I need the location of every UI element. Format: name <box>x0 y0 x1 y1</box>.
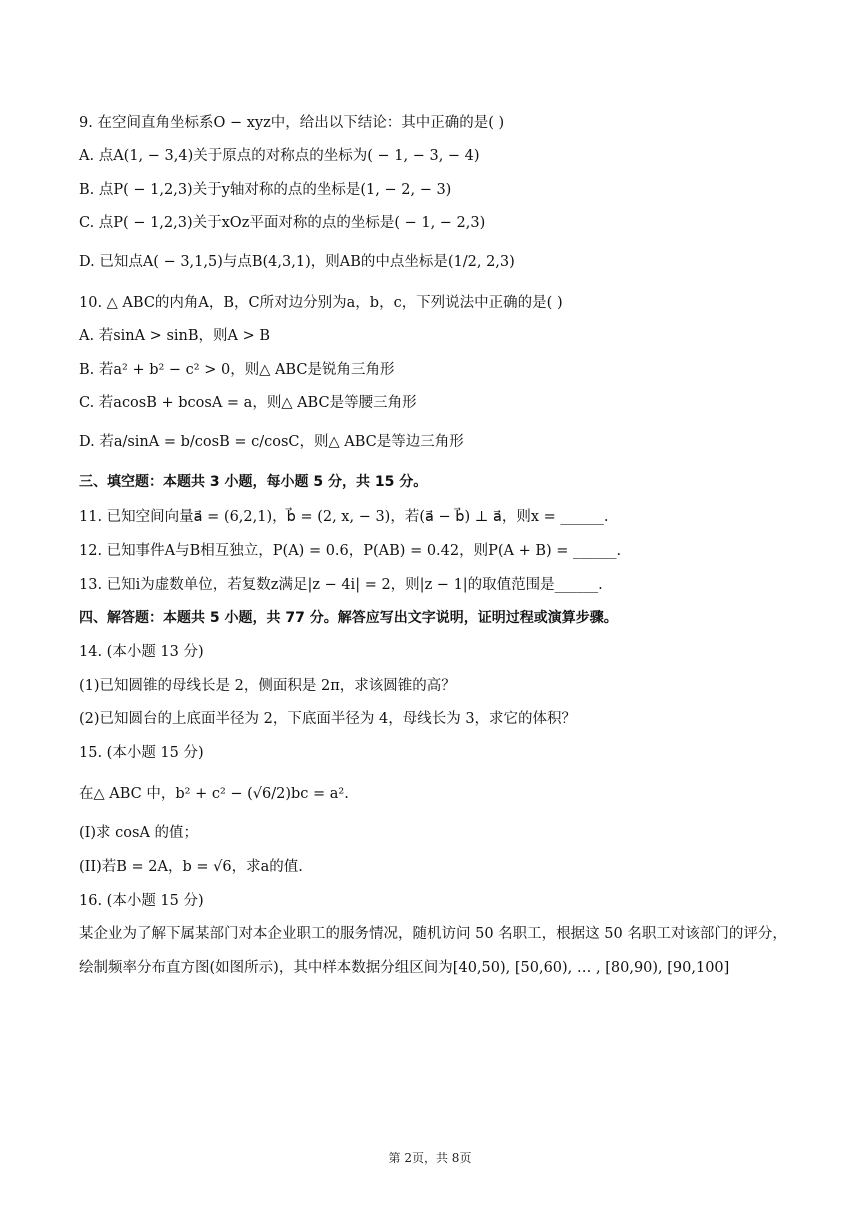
q9-option-b: B. 点P( − 1,2,3)关于y轴对称的点的坐标是(1, − 2, − 3) <box>79 182 452 198</box>
question-9-stem: 9. 在空间直角坐标系O − xyz中，给出以下结论：其中正确的是( ) <box>79 115 505 131</box>
q10-option-b: B. 若a² + b² − c² > 0，则△ ABC是锐角三角形 <box>79 362 395 378</box>
q10-option-c: C. 若acosB + bcosA = a，则△ ABC是等腰三角形 <box>79 395 417 411</box>
page-footer: 第 2页，共 8页 <box>388 1151 472 1165</box>
q15-part-2: (II)若B = 2A，b = √6，求a的值. <box>79 859 303 875</box>
question-14-header: 14. (本小题 13 分) <box>79 644 204 660</box>
question-15-header: 15. (本小题 15 分) <box>79 745 204 761</box>
q9-option-a: A. 点A(1, − 3,4)关于原点的对称点的坐标为( − 1, − 3, − 4) <box>79 148 480 164</box>
q14-part-2: (2)已知圆台的上底面半径为 2，下底面半径为 4，母线长为 3，求它的体积？ <box>79 711 577 727</box>
q10-option-d: D. 若a/sinA = b/cosB = c/cosC，则△ ABC是等边三角形 <box>79 434 464 450</box>
q9-option-c: C. 点P( − 1,2,3)关于xOz平面对称的点的坐标是( − 1, − 2,3) <box>79 215 486 231</box>
section-fill-in-heading: 三、填空题：本题共 3 小题，每小题 5 分，共 15 分。 <box>79 474 428 490</box>
question-12: 12. 已知事件A与B相互独立，P(A) = 0.6，P(AB) = 0.42，则P(A + B) = ______. <box>79 543 622 559</box>
q9-option-d: D. 已知点A( − 3,1,5)与点B(4,3,1)，则AB的中点坐标是(1/2, 2,3) <box>79 254 515 270</box>
question-13: 13. 已知i为虚数单位，若复数z满足|z − 4i| = 2，则|z − 1|的取值范围是______. <box>79 577 603 593</box>
q16-paragraph: 某企业为了解下属某部门对本企业职工的服务情况，随机访问 50 名职工，根据这 50 名职工对该部门的评分，绘制频率分布直方图(如图所示)，其中样本数据分组区间为[40,50), [50,60), … , [80,90), [90,100] <box>79 926 787 976</box>
q10-option-a: A. 若sinA > sinB，则A > B <box>79 328 271 344</box>
q15-condition: 在△ ABC 中，b² + c² − (√6/2)bc = a². <box>79 786 349 802</box>
question-11: 11. 已知空间向量a⃗ = (6,2,1)，b⃗ = (2, x, − 3)，若(a⃗ − b⃗) ⊥ a⃗，则x = ______. <box>79 509 609 525</box>
q15-part-1: (I)求 cosA 的值； <box>79 825 199 841</box>
q14-part-1: (1)已知圆锥的母线长是 2，侧面积是 2π，求该圆锥的高？ <box>79 678 456 694</box>
section-answer-heading: 四、解答题：本题共 5 小题，共 77 分。解答应写出文字说明，证明过程或演算步骤。 <box>79 610 618 626</box>
question-10-stem: 10. △ ABC的内角A，B，C所对边分别为a，b，c，下列说法中正确的是( ) <box>79 295 563 311</box>
question-16-header: 16. (本小题 15 分) <box>79 893 204 909</box>
